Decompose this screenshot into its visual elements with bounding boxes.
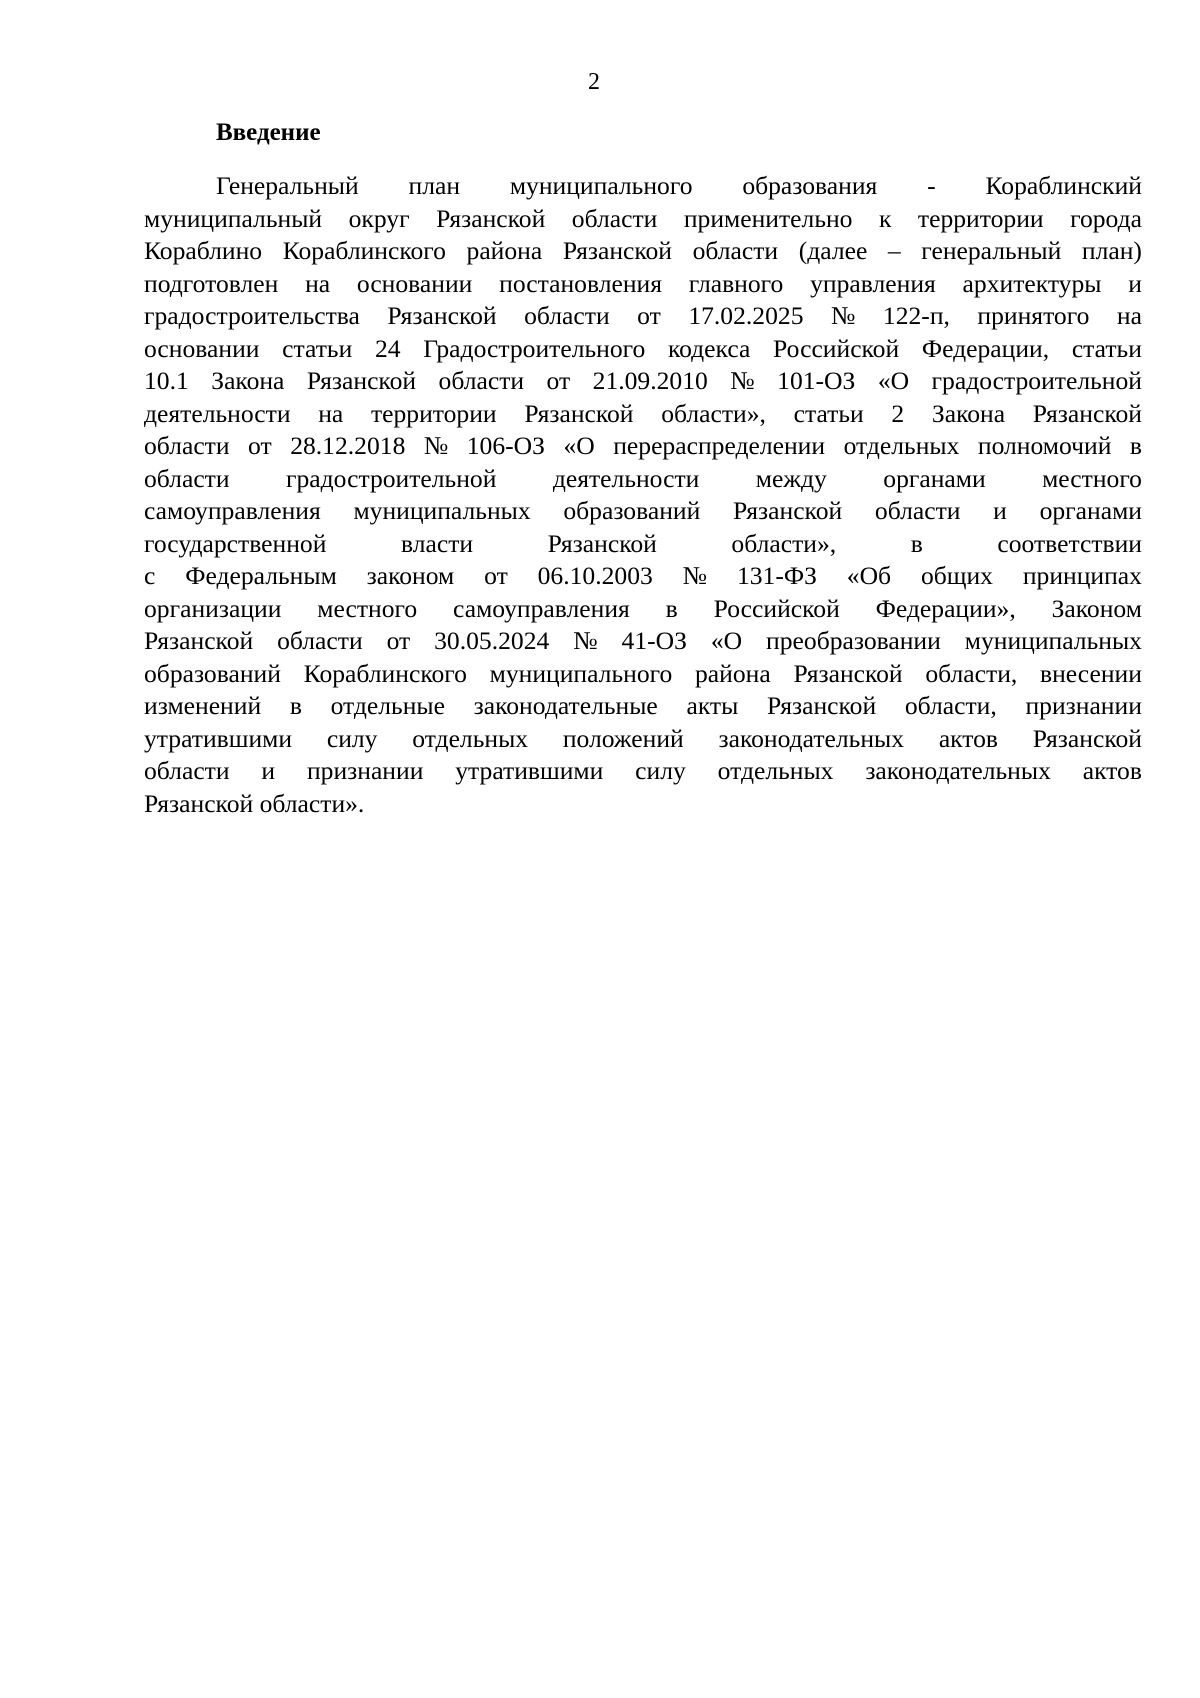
word: государственной <box>144 528 327 558</box>
word: законодательных <box>718 723 905 753</box>
word: Рязанской <box>524 398 634 428</box>
word: области <box>144 431 230 460</box>
paragraph-line <box>144 495 1142 528</box>
word: признании <box>1025 691 1142 720</box>
word: деятельности <box>144 398 291 428</box>
word: Законом <box>1051 593 1142 623</box>
word: местного <box>1042 463 1142 493</box>
word: округ <box>348 203 410 233</box>
word: 30.05.2024 <box>434 626 550 655</box>
word: Градостроительного <box>423 333 646 363</box>
word: и <box>261 756 276 785</box>
word: основании <box>144 333 260 363</box>
word: Рязанской <box>144 626 254 655</box>
word: и <box>1128 268 1142 298</box>
word: кодекса <box>667 333 751 363</box>
word: органами <box>1039 496 1142 525</box>
word: организации <box>144 593 282 623</box>
word: основании <box>356 268 473 298</box>
word: силу <box>635 756 686 785</box>
word: 17.02.2025 <box>688 301 804 330</box>
section-heading: Введение <box>216 119 321 146</box>
word: план <box>408 171 461 200</box>
word: области», <box>661 398 766 428</box>
word: в <box>1129 431 1142 460</box>
word: Закона <box>931 398 1006 428</box>
word: 10.1 <box>144 366 189 395</box>
body-paragraph <box>144 170 1142 820</box>
word: 2 <box>891 398 905 428</box>
word: Рязанской <box>436 203 546 233</box>
word: территории <box>917 203 1044 233</box>
word: Рязанской <box>766 691 877 720</box>
paragraph-line <box>144 658 1142 691</box>
word: «Об <box>846 561 892 590</box>
paragraph-line <box>144 365 1142 398</box>
word: отдельные <box>330 691 445 720</box>
word: «О <box>563 431 595 460</box>
word: с <box>144 561 156 590</box>
word: принципах <box>1022 561 1142 590</box>
word: самоуправления <box>453 593 630 623</box>
word: муниципальных <box>353 496 531 525</box>
word: в <box>665 593 678 623</box>
word: признании <box>306 756 424 785</box>
word: статьи <box>793 398 864 428</box>
paragraph-line <box>144 528 1142 561</box>
word: области», <box>731 528 837 558</box>
word: территории <box>370 398 497 428</box>
word: в <box>289 691 302 720</box>
word: на <box>318 398 344 428</box>
word: законодательных <box>865 756 1051 785</box>
word: области, <box>925 658 1018 688</box>
page-number: 2 <box>588 69 600 95</box>
word: «О <box>877 366 910 395</box>
word: от <box>637 301 661 330</box>
word: образований <box>144 658 281 688</box>
word: статьи <box>282 333 353 363</box>
paragraph-line <box>144 203 1142 236</box>
word: применительно <box>683 203 853 233</box>
word: образования <box>742 171 878 200</box>
word: Рязанской <box>562 236 672 265</box>
paragraph-line <box>144 398 1142 431</box>
word: области <box>277 626 363 655</box>
word: муниципального <box>489 658 673 688</box>
word: 131-ФЗ <box>736 561 817 590</box>
word: Федерации, <box>921 333 1050 363</box>
word: области <box>571 203 658 233</box>
word: «О <box>710 626 743 655</box>
word: план) <box>1081 236 1142 265</box>
paragraph-line <box>144 300 1142 333</box>
word: области <box>144 463 230 493</box>
word: внесении <box>1040 658 1142 688</box>
paragraph-line <box>144 690 1142 723</box>
word: отдельных <box>717 756 834 785</box>
word: изменений <box>144 691 262 720</box>
paragraph-line <box>144 333 1142 366</box>
word: полномочий <box>977 431 1112 460</box>
word: принятого <box>977 301 1090 330</box>
word: силу <box>326 723 378 753</box>
word: № <box>830 301 856 330</box>
word: Федеральным <box>185 561 337 590</box>
word: положений <box>562 723 684 753</box>
word: 41-ОЗ <box>621 626 687 655</box>
word: (далее <box>798 236 868 265</box>
word: органами <box>883 463 986 493</box>
word: на <box>1116 301 1142 330</box>
word: 122-п, <box>882 301 950 330</box>
word: Кораблинский <box>985 171 1142 200</box>
word: района <box>695 658 771 688</box>
word: утратившими <box>144 723 293 753</box>
word: Рязанской <box>733 496 843 525</box>
paragraph-line <box>144 625 1142 658</box>
word: области <box>524 301 610 330</box>
word: № <box>682 561 708 590</box>
word: генеральный <box>921 236 1062 265</box>
word: Кораблинского <box>303 658 467 688</box>
word: законодательные <box>473 691 658 720</box>
word: области <box>692 236 779 265</box>
word: законом <box>366 561 455 590</box>
word: Генеральный <box>216 171 359 200</box>
word: № <box>730 366 755 395</box>
word: от <box>248 431 272 460</box>
word: общих <box>920 561 993 590</box>
word: Рязанской <box>306 366 417 395</box>
word: к <box>878 203 892 233</box>
word: Кораблинского <box>282 236 446 265</box>
word: 106-ОЗ <box>466 431 545 460</box>
word: области <box>144 756 230 785</box>
word: местного <box>317 593 418 623</box>
word: № <box>573 626 598 655</box>
word: актов <box>1082 756 1142 785</box>
word: власти <box>400 528 474 558</box>
word: деятельности <box>552 463 700 493</box>
word: Рязанской <box>387 301 497 330</box>
word: градостроительной <box>285 463 497 493</box>
word: района <box>466 236 543 265</box>
word: на <box>305 268 331 298</box>
word: 28.12.2018 <box>290 431 406 460</box>
word: между <box>755 463 827 493</box>
word: от <box>386 626 411 655</box>
word: Рязанской <box>1032 723 1142 753</box>
paragraph-line <box>144 723 1142 756</box>
word: Кораблино <box>144 236 263 265</box>
word: 24 <box>374 333 401 363</box>
word: перераспределении <box>613 431 826 460</box>
word: акты <box>686 691 739 720</box>
word: - <box>927 171 936 200</box>
word: муниципального <box>509 171 693 200</box>
word: градостроительства <box>144 301 360 330</box>
word: подготовлен <box>144 268 279 298</box>
word: главного <box>688 268 784 298</box>
word: 21.09.2010 <box>592 366 708 395</box>
paragraph-line <box>144 268 1142 301</box>
word: № <box>423 431 449 460</box>
paragraph-line <box>144 430 1142 463</box>
word: муниципальный <box>144 203 323 233</box>
paragraph-line <box>144 593 1142 626</box>
word: управления <box>810 268 936 298</box>
word: Федерации», <box>875 593 1016 623</box>
paragraph-line <box>144 560 1142 593</box>
word: Рязанской <box>793 658 903 688</box>
word: отдельных <box>843 431 960 460</box>
word: области <box>438 366 525 395</box>
word: статьи <box>1071 333 1142 363</box>
word: Российской <box>773 333 900 363</box>
word: актов <box>938 723 998 753</box>
paragraph-line: Рязанской области». <box>144 788 365 818</box>
word: Рязанской <box>1032 398 1142 428</box>
word: Рязанской <box>547 528 657 558</box>
paragraph-line <box>144 755 1142 788</box>
word: и <box>993 496 1007 525</box>
word: градостроительной <box>931 366 1142 395</box>
word: преобразовании <box>766 626 941 655</box>
word: муниципальных <box>964 626 1142 655</box>
word: утратившими <box>455 756 604 785</box>
word: от <box>546 366 571 395</box>
word: города <box>1070 203 1142 233</box>
word: Российской <box>713 593 840 623</box>
word: отдельных <box>412 723 529 753</box>
word: постановления <box>499 268 663 298</box>
paragraph-line <box>144 463 1142 496</box>
word: в <box>910 528 923 558</box>
word: архитектуры <box>962 268 1102 298</box>
word: самоуправления <box>144 496 321 525</box>
paragraph-line <box>144 170 1142 203</box>
word: области <box>874 496 961 525</box>
word: образований <box>563 496 701 525</box>
word: 101-ОЗ <box>777 366 856 395</box>
word: Закона <box>211 366 285 395</box>
word: 06.10.2003 <box>537 561 653 590</box>
paragraph-line <box>144 235 1142 268</box>
word: области, <box>904 691 997 720</box>
word: соответствии <box>997 528 1142 558</box>
word: от <box>484 561 508 590</box>
word: – <box>887 236 901 265</box>
